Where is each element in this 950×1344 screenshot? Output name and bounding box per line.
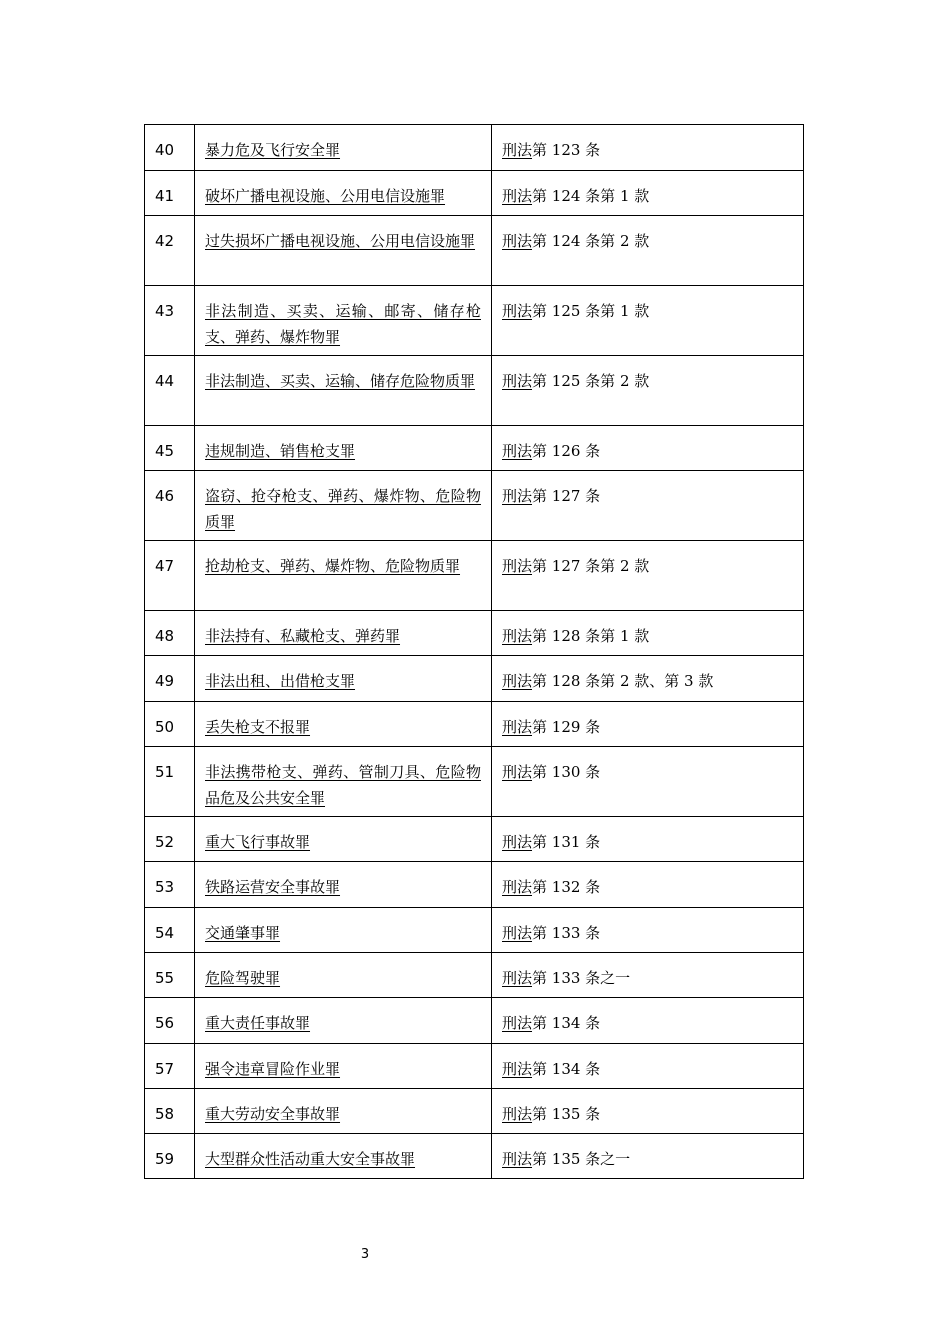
row-number: 40	[145, 125, 195, 171]
page-number: 3	[360, 1247, 370, 1262]
table-row	[145, 541, 804, 611]
law-article: 第 133 条	[532, 924, 601, 942]
crime-name-cell	[195, 356, 492, 426]
table-row	[145, 702, 804, 747]
table-row	[145, 656, 804, 702]
crime-name-cell	[195, 1089, 492, 1134]
crime-name: 非法持有、私藏枪支、弹药罪	[205, 627, 401, 645]
table-row	[145, 862, 804, 908]
row-number: 49	[145, 656, 195, 702]
law-label: 刑法	[502, 442, 533, 460]
row-number: 45	[145, 426, 195, 471]
crime-name: 危险驾驶罪	[205, 969, 281, 987]
table-row	[145, 1089, 804, 1134]
crime-name-cell	[195, 1134, 492, 1179]
crime-table-body	[145, 125, 804, 1179]
law-label: 刑法	[502, 969, 533, 987]
crime-name-cell	[195, 171, 492, 216]
law-article: 第 126 条	[532, 442, 601, 460]
crime-name: 抢劫枪支、弹药、爆炸物、危险物质罪	[205, 557, 461, 575]
crime-name: 丢失枪支不报罪	[205, 718, 311, 736]
crime-name: 重大劳动安全事故罪	[205, 1105, 341, 1123]
crime-name: 重大责任事故罪	[205, 1014, 311, 1032]
row-number: 53	[145, 862, 195, 908]
law-label: 刑法	[502, 372, 533, 390]
row-number: 48	[145, 611, 195, 656]
law-article: 第 128 条第 1 款	[532, 627, 650, 645]
law-label: 刑法	[502, 718, 533, 736]
crime-name-cell	[195, 611, 492, 656]
crime-name-cell	[195, 656, 492, 702]
law-label: 刑法	[502, 763, 533, 781]
table-row	[145, 171, 804, 216]
row-number: 52	[145, 817, 195, 862]
crime-name-cell	[195, 216, 492, 286]
row-number: 44	[145, 356, 195, 426]
table-row	[145, 125, 804, 171]
law-article: 第 123 条	[532, 141, 601, 159]
law-reference-cell	[492, 702, 804, 747]
law-article: 第 135 条之一	[532, 1150, 631, 1168]
law-article: 第 135 条	[532, 1105, 601, 1123]
row-number: 51	[145, 747, 195, 817]
law-label: 刑法	[502, 302, 533, 320]
table-row	[145, 356, 804, 426]
law-article: 第 127 条	[532, 487, 601, 505]
table-row	[145, 953, 804, 998]
row-number: 55	[145, 953, 195, 998]
law-reference-cell	[492, 998, 804, 1044]
law-label: 刑法	[502, 1060, 533, 1078]
law-reference-cell	[492, 1134, 804, 1179]
law-label: 刑法	[502, 141, 533, 159]
law-article: 第 129 条	[532, 718, 601, 736]
law-label: 刑法	[502, 833, 533, 851]
crime-name: 破坏广播电视设施、公用电信设施罪	[205, 187, 446, 205]
law-reference-cell	[492, 747, 804, 817]
row-number: 54	[145, 908, 195, 953]
law-label: 刑法	[502, 1105, 533, 1123]
law-article: 第 133 条之一	[532, 969, 631, 987]
row-number: 47	[145, 541, 195, 611]
row-number: 57	[145, 1044, 195, 1089]
law-reference-cell	[492, 908, 804, 953]
row-number: 46	[145, 471, 195, 541]
crime-name-cell	[195, 702, 492, 747]
crime-name-cell	[195, 953, 492, 998]
row-number: 42	[145, 216, 195, 286]
law-article: 第 124 条第 2 款	[532, 232, 650, 250]
law-reference-cell	[492, 541, 804, 611]
law-label: 刑法	[502, 557, 533, 575]
crime-name: 暴力危及飞行安全罪	[205, 141, 341, 159]
law-article: 第 131 条	[532, 833, 601, 851]
table-row	[145, 998, 804, 1044]
crime-name: 交通肇事罪	[205, 924, 281, 942]
crime-name-cell	[195, 817, 492, 862]
crime-name-cell	[195, 1044, 492, 1089]
law-article: 第 127 条第 2 款	[532, 557, 650, 575]
crime-name: 盗窃、抢夺枪支、弹药、爆炸物、危险物质罪	[205, 487, 481, 531]
crime-name: 重大飞行事故罪	[205, 833, 311, 851]
law-article: 第 124 条第 1 款	[532, 187, 650, 205]
law-reference-cell	[492, 426, 804, 471]
crime-name: 非法携带枪支、弹药、管制刀具、危险物品危及公共安全罪	[205, 763, 481, 807]
law-reference-cell	[492, 125, 804, 171]
law-reference-cell	[492, 611, 804, 656]
crime-name: 非法制造、买卖、运输、储存危险物质罪	[205, 372, 476, 390]
crime-name-cell	[195, 747, 492, 817]
law-label: 刑法	[502, 232, 533, 250]
crime-name: 违规制造、销售枪支罪	[205, 442, 356, 460]
law-article: 第 132 条	[532, 878, 601, 896]
law-reference-cell	[492, 817, 804, 862]
row-number: 50	[145, 702, 195, 747]
crime-name-cell	[195, 908, 492, 953]
row-number: 43	[145, 286, 195, 356]
crime-name: 非法出租、出借枪支罪	[205, 672, 356, 690]
law-article: 第 134 条	[532, 1014, 601, 1032]
table-row	[145, 426, 804, 471]
row-number: 58	[145, 1089, 195, 1134]
law-reference-cell	[492, 1089, 804, 1134]
law-article: 第 125 条第 1 款	[532, 302, 650, 320]
crime-name: 铁路运营安全事故罪	[205, 878, 341, 896]
law-label: 刑法	[502, 1014, 533, 1032]
law-reference-cell	[492, 471, 804, 541]
table-row	[145, 1044, 804, 1089]
crime-name: 过失损坏广播电视设施、公用电信设施罪	[205, 232, 476, 250]
crime-name: 强令违章冒险作业罪	[205, 1060, 341, 1078]
law-article: 第 130 条	[532, 763, 601, 781]
law-article: 第 134 条	[532, 1060, 601, 1078]
table-row	[145, 1134, 804, 1179]
law-label: 刑法	[502, 924, 533, 942]
law-reference-cell	[492, 862, 804, 908]
crime-name-cell	[195, 471, 492, 541]
crime-name-cell	[195, 426, 492, 471]
law-label: 刑法	[502, 672, 533, 690]
crime-name-cell	[195, 286, 492, 356]
table-row	[145, 908, 804, 953]
table-row	[145, 286, 804, 356]
law-label: 刑法	[502, 487, 533, 505]
crime-name: 大型群众性活动重大安全事故罪	[205, 1150, 416, 1168]
law-reference-cell	[492, 216, 804, 286]
law-reference-cell	[492, 1044, 804, 1089]
table-row	[145, 611, 804, 656]
crime-name: 非法制造、买卖、运输、邮寄、储存枪支、弹药、爆炸物罪	[205, 302, 481, 346]
row-number: 59	[145, 1134, 195, 1179]
law-label: 刑法	[502, 627, 533, 645]
law-reference-cell	[492, 171, 804, 216]
table-row	[145, 216, 804, 286]
table-row	[145, 817, 804, 862]
row-number: 41	[145, 171, 195, 216]
law-reference-cell	[492, 656, 804, 702]
law-reference-cell	[492, 356, 804, 426]
table-row	[145, 471, 804, 541]
law-article: 第 128 条第 2 款、第 3 款	[532, 672, 714, 690]
law-article: 第 125 条第 2 款	[532, 372, 650, 390]
law-label: 刑法	[502, 187, 533, 205]
law-reference-cell	[492, 286, 804, 356]
crime-table	[144, 124, 804, 1179]
table-row	[145, 747, 804, 817]
law-label: 刑法	[502, 1150, 533, 1168]
law-label: 刑法	[502, 878, 533, 896]
crime-name-cell	[195, 862, 492, 908]
crime-name-cell	[195, 998, 492, 1044]
crime-name-cell	[195, 541, 492, 611]
crime-name-cell	[195, 125, 492, 171]
row-number: 56	[145, 998, 195, 1044]
law-reference-cell	[492, 953, 804, 998]
